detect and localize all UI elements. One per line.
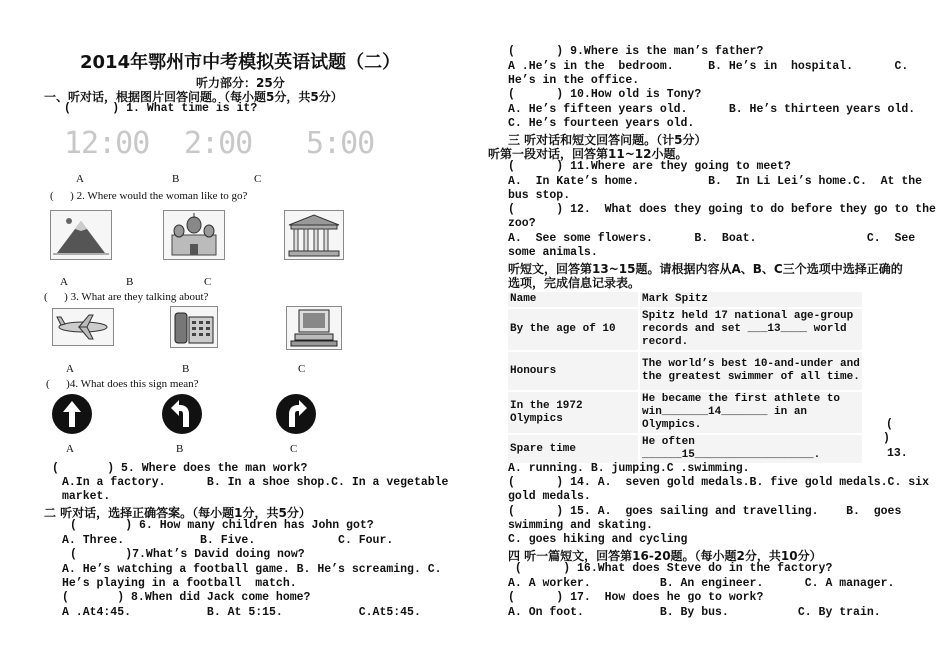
computer-icon bbox=[287, 307, 341, 349]
question-13-options: A. running. B. jumping.C .swimming. bbox=[508, 462, 750, 475]
question-10: ( ) 10.How old is Tony? bbox=[508, 88, 702, 101]
question-5: ( ) 5. Where does the man work? bbox=[52, 462, 308, 475]
question-16-options: A. A worker. B. An engineer. C. A manager. bbox=[508, 577, 895, 590]
side-paren-close: ) bbox=[883, 432, 890, 445]
table-key: In the 1972 Olympics bbox=[507, 391, 639, 434]
question-5-options-cont: market. bbox=[62, 490, 111, 503]
question-9-options-cont: He’s in the office. bbox=[508, 74, 640, 87]
option-label: A bbox=[60, 276, 68, 288]
table-value: The world’s best 10-and-under and the greatest swimmer of all time. bbox=[639, 351, 863, 391]
cathedral-icon bbox=[164, 211, 224, 259]
listening-part-label: 听力部分：25分 bbox=[196, 76, 285, 90]
question-11-options-cont: bus stop. bbox=[508, 189, 571, 202]
option-label: C bbox=[254, 173, 262, 185]
temple-icon bbox=[285, 211, 343, 259]
question-6-options: A. Three. B. Five. C. Four. bbox=[62, 534, 394, 547]
question-12-options-cont: some animals. bbox=[508, 246, 598, 259]
question-12: ( ) 12. What does they going to do before they go to the bbox=[508, 203, 936, 216]
section-2-heading: 二 听对话，选择正确答案。（每小题1分，共5分） bbox=[44, 506, 311, 520]
table-key: Honours bbox=[507, 351, 639, 391]
question-9: ( ) 9.Where is the man’s father? bbox=[508, 45, 764, 58]
turn-right-icon bbox=[276, 394, 316, 434]
question-3: ( ) 3. What are they talking about? bbox=[44, 291, 209, 303]
question-16: ( ) 16.What does Steve do in the factory? bbox=[508, 562, 833, 575]
section-3-instructions: 听短文，回答第13~15题。请根据内容从A、B、C三个选项中选择正确的 bbox=[508, 262, 903, 276]
table-row bbox=[507, 291, 863, 308]
question-15: ( ) 15. A. goes sailing and travelling. B. goes bbox=[508, 505, 902, 518]
table-value: He often ______15__________________. bbox=[639, 434, 863, 464]
computer-picture bbox=[286, 306, 342, 350]
sign-b bbox=[162, 394, 202, 434]
option-label: C bbox=[298, 363, 306, 375]
sign-a bbox=[52, 394, 92, 434]
airplane-icon bbox=[53, 309, 113, 345]
turn-left-icon bbox=[162, 394, 202, 434]
table-row bbox=[507, 391, 863, 434]
question-6: ( ) 6. How many children has John got? bbox=[70, 519, 374, 532]
table-key: Spare time bbox=[507, 434, 639, 464]
table-value: Mark Spitz bbox=[639, 291, 863, 308]
question-12-options: A. See some flowers. B. Boat. C. See bbox=[508, 232, 916, 245]
info-record-table bbox=[506, 290, 864, 465]
kremlin-picture bbox=[163, 210, 225, 260]
question-5-options: A.In a factory. B. In a shoe shop.C. In a vegetable bbox=[62, 476, 449, 489]
table-key: Name bbox=[507, 291, 639, 308]
question-8-options: A .At4:45. B. At 5:15. C.At5:45. bbox=[62, 606, 421, 619]
sign-c bbox=[276, 394, 316, 434]
option-label: A bbox=[66, 443, 74, 455]
section-4-heading: 四 听一篇短文，回答第16-20题。（每小题2分，共10分） bbox=[508, 549, 822, 563]
clock-c: 5:00 bbox=[306, 126, 375, 161]
question-1: ( ) 1. What time is it? bbox=[64, 102, 258, 115]
option-label: A bbox=[66, 363, 74, 375]
question-8: ( ) 8.When did Jack come home? bbox=[62, 591, 311, 604]
exam-title: 2014年鄂州市中考模拟英语试题（二） bbox=[80, 52, 401, 73]
option-label: A bbox=[76, 173, 84, 185]
question-9-options: A .He’s in the bedroom. B. He’s in hospital. C. bbox=[508, 60, 909, 73]
mountain-picture bbox=[50, 210, 112, 260]
option-label: C bbox=[204, 276, 212, 288]
section-3-subheading: 听第一段对话，回答第11~12小题。 bbox=[488, 147, 688, 161]
clock-b: 2:00 bbox=[184, 126, 253, 161]
question-12-cont: zoo? bbox=[508, 217, 536, 230]
side-paren-open: ( bbox=[886, 418, 893, 431]
arrow-up-icon bbox=[52, 394, 92, 434]
question-2: ( ) 2. Where would the woman like to go? bbox=[50, 190, 248, 202]
question-10-options: A. He’s fifteen years old. B. He’s thirteen years old. bbox=[508, 103, 916, 116]
clock-a: 12:00 bbox=[64, 126, 150, 161]
table-row bbox=[507, 434, 863, 464]
temple-picture bbox=[284, 210, 344, 260]
question-15-cont: swimming and skating. bbox=[508, 519, 653, 532]
telephone-icon bbox=[171, 307, 217, 347]
question-14-cont: gold medals. bbox=[508, 490, 591, 503]
question-17-options: A. On foot. B. By bus. C. By train. bbox=[508, 606, 881, 619]
table-row bbox=[507, 308, 863, 351]
section-1-heading: 一、听对话，根据图片回答问题。（每小题5分，共5分） bbox=[44, 90, 343, 104]
table-value: Spitz held 17 national age-group records and set ___13____ world record. bbox=[639, 308, 863, 351]
table-row bbox=[507, 351, 863, 391]
question-7-options: A. He’s watching a football game. B. He’s screaming. C. bbox=[62, 563, 442, 576]
option-label: B bbox=[176, 443, 184, 455]
side-question-number: 13. bbox=[887, 447, 908, 460]
question-11-options: A. In Kate’s home. B. In Li Lei’s home.C. At the bbox=[508, 175, 923, 188]
option-label: B bbox=[126, 276, 134, 288]
section-3-heading: 三 听对话和短文回答问题。（计5分） bbox=[508, 133, 707, 147]
option-label: B bbox=[172, 173, 180, 185]
plane-picture bbox=[52, 308, 114, 346]
question-11: ( ) 11.Where are they going to meet? bbox=[508, 160, 791, 173]
question-7: ( )7.What’s David doing now? bbox=[70, 548, 305, 561]
table-value: He became the first athlete to win_______14_______ in an Olympics. bbox=[639, 391, 863, 434]
question-10-option-c: C. He’s fourteen years old. bbox=[508, 117, 695, 130]
option-label: B bbox=[182, 363, 190, 375]
question-14: ( ) 14. A. seven gold medals.B. five gold medals.C. six bbox=[508, 476, 929, 489]
question-4: ( )4. What does this sign mean? bbox=[46, 378, 199, 390]
option-label: C bbox=[290, 443, 298, 455]
question-7-options-cont: He’s playing in a football match. bbox=[62, 577, 297, 590]
question-15-option-c: C. goes hiking and cycling bbox=[508, 533, 688, 546]
section-3-instructions-cont: 选项，完成信息记录表。 bbox=[508, 276, 641, 290]
question-17: ( ) 17. How does he go to work? bbox=[508, 591, 764, 604]
table-key: By the age of 10 bbox=[507, 308, 639, 351]
telephone-picture bbox=[170, 306, 218, 348]
mountain-icon bbox=[51, 211, 111, 259]
